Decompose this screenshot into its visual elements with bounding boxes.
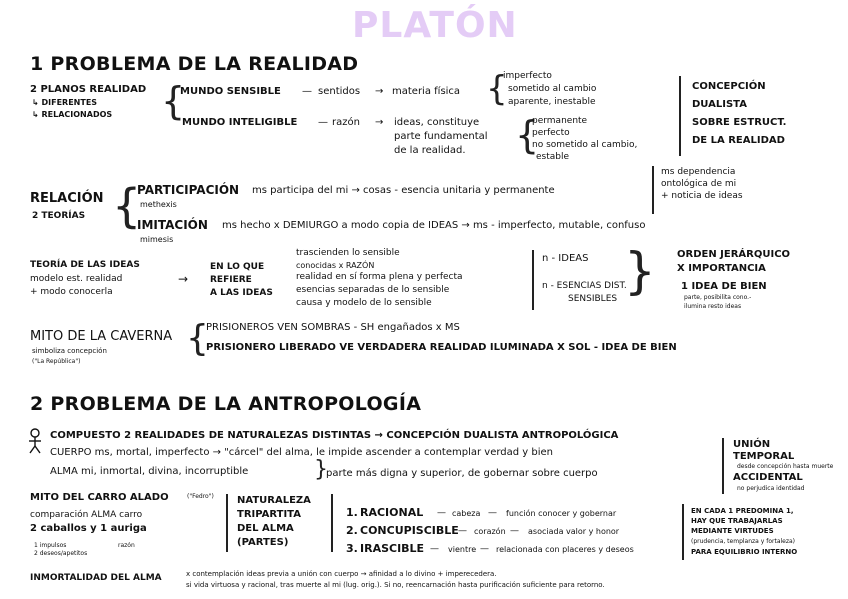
dependencia-1: ms dependencia: [661, 167, 736, 177]
dash-razon: —: [318, 117, 328, 128]
mundo-sensible: MUNDO SENSIBLE: [180, 86, 281, 97]
parte-1-organ: cabeza: [452, 509, 481, 518]
orden-2: X IMPORTANCIA: [677, 263, 766, 274]
union-sub: desde concepción hasta muerte: [737, 463, 834, 470]
prisioneros-1: PRISIONEROS VEN SOMBRAS - SH engañados x MS: [206, 322, 460, 333]
comparacion-2: 2 caballos y 1 auriga: [30, 523, 147, 534]
mito-carro: MITO DEL CARRO ALADO: [30, 492, 169, 503]
parte-1-dash: —: [437, 508, 446, 518]
parte-3-dash-2: —: [480, 544, 489, 554]
brace-mito: {: [186, 318, 209, 359]
trasc-1: trascienden lo sensible: [296, 248, 400, 258]
brace-inteligible: {: [515, 113, 540, 157]
concepcion-2: DUALISTA: [692, 99, 747, 110]
naturaleza-4: (PARTES): [237, 537, 289, 548]
sens-prop-2: sometido al cambio: [508, 84, 597, 94]
en-lo-que-3: A LAS IDEAS: [210, 288, 273, 298]
intel-prop-3: no sometido al cambio,: [532, 140, 638, 150]
orden-1: ORDEN JERÁRQUICO: [677, 249, 791, 260]
intel-prop-4: estable: [536, 152, 570, 162]
participacion-text: ms participa del mi → cosas - esencia unitaria y permanente: [252, 185, 555, 196]
comparacion-1: comparación ALMA carro: [30, 510, 143, 520]
trasc-2: conocidas x RAZÓN: [296, 261, 375, 270]
idea-bien-sub-2: ilumina resto ideas: [684, 303, 742, 310]
parte-2-name: CONCUPISCIBLE: [360, 524, 459, 537]
planos-label: 2 PLANOS REALIDAD: [30, 84, 147, 95]
page-title: PLATÓN: [352, 5, 518, 46]
naturaleza-1: NATURALEZA: [237, 495, 311, 506]
virtudes-2: HAY QUE TRABAJARLAS: [691, 517, 783, 525]
mito-caverna: MITO DE LA CAVERNA: [30, 329, 173, 344]
methexis: methexis: [140, 200, 177, 209]
parte-1-dash-2: —: [488, 508, 497, 518]
sens-prop-1: imperfecto: [503, 71, 552, 81]
parte-2-n: 2.: [346, 524, 358, 537]
arrow-icon: →: [178, 272, 189, 286]
mundo-inteligible: MUNDO INTELIGIBLE: [182, 117, 298, 128]
parte-2-dash: —: [458, 526, 467, 536]
union-1: UNIÓN: [733, 439, 771, 450]
ideas-2: parte fundamental: [394, 131, 488, 142]
parte-1-name: RACIONAL: [360, 506, 424, 519]
parte-2-dash-2: —: [510, 526, 519, 536]
divider-naturaleza: [226, 494, 228, 552]
divider-concepcion: [679, 76, 681, 156]
parte-1-n: 1.: [346, 506, 358, 519]
prisioneros-2: PRISIONERO LIBERADO VE VERDADERA REALIDAD ILUMINADA X SOL - IDEA DE BIEN: [206, 342, 677, 353]
virtudes-3: MEDIANTE VIRTUDES: [691, 527, 774, 535]
impulsos-2: 2 deseos/apetitos: [34, 550, 88, 557]
parte-3-func: relacionada con placeres y deseos: [496, 545, 634, 554]
mito-sub-2: ("La República"): [32, 358, 81, 365]
brace-planos: {: [161, 79, 186, 123]
alma-text: parte más digna y superior, de gobernar sobre cuerpo: [326, 468, 598, 479]
dependencia-2: ontológica de mi: [661, 179, 737, 189]
participacion: PARTICIPACIÓN: [137, 183, 240, 197]
brace-sensible: {: [486, 69, 508, 109]
section-2-heading: 2 PROBLEMA DE LA ANTROPOLOGÍA: [30, 393, 422, 415]
parte-3-organ: vientre: [448, 545, 477, 554]
dash-sentidos: —: [302, 86, 312, 97]
dos-teorias: 2 TEORÍAS: [32, 211, 86, 221]
inmortalidad-text-2: si vida virtuosa y racional, tras muerte al mi (lug. orig.). Si no, reencarnación hasta purificación suficiente para retorno.: [186, 581, 605, 589]
imitacion: IMITACIÓN: [137, 218, 208, 232]
section-1-heading: 1 PROBLEMA DE LA REALIDAD: [30, 53, 359, 75]
cuerpo: CUERPO ms, mortal, imperfecto → "cárcel" del alma, le impide ascender a contemplar verdad y bien: [50, 447, 553, 458]
naturaleza-2: TRIPARTITA: [237, 509, 301, 520]
concepcion-1: CONCEPCIÓN: [692, 81, 766, 92]
divider-n: [532, 250, 534, 310]
alma: ALMA mi, inmortal, divina, incorruptible: [50, 466, 249, 477]
virtudes-1: EN CADA 1 PREDOMINA 1,: [691, 507, 794, 515]
brace-n: }: [624, 242, 656, 300]
n-esencias-2: SENSIBLES: [568, 294, 618, 304]
teoria-3: + modo conocerla: [30, 287, 113, 297]
brace-relacion: {: [112, 179, 142, 233]
inmortalidad: INMORTALIDAD DEL ALMA: [30, 573, 162, 583]
divider-union: [722, 438, 724, 494]
accidental-sub: no perjudica identidad: [737, 485, 805, 492]
arrow-icon: →: [375, 86, 384, 97]
planos-diferentes: ↳ DIFERENTES: [32, 98, 98, 107]
sens-prop-3: aparente, inestable: [508, 97, 596, 107]
parte-2-func: asociada valor y honor: [528, 527, 620, 536]
razon-auriga: razón: [118, 542, 135, 549]
en-lo-que-2: REFIERE: [210, 275, 252, 285]
concepcion-4: DE LA REALIDAD: [692, 135, 785, 146]
parte-3-name: IRASCIBLE: [360, 542, 425, 555]
n-ideas: n - IDEAS: [542, 253, 589, 264]
parte-3-dash: —: [430, 544, 439, 554]
dependencia-3: + noticia de ideas: [661, 191, 743, 201]
teoria-2: modelo est. realidad: [30, 274, 123, 284]
teoria-1: TEORÍA DE LAS IDEAS: [30, 260, 140, 270]
mito-sub-1: simboliza concepción: [32, 347, 107, 355]
virtudes-5: PARA EQUILIBRIO INTERNO: [691, 548, 798, 556]
intel-prop-2: perfecto: [532, 128, 570, 138]
materia-fisica: materia física: [392, 86, 461, 97]
n-esencias-1: n - ESENCIAS DIST.: [542, 281, 627, 291]
intel-prop-1: permanente: [532, 116, 588, 126]
human-figure-icon: [28, 428, 42, 454]
trasc-4: esencias separadas de lo sensible: [296, 285, 450, 295]
ideas-3: de la realidad.: [394, 145, 466, 156]
union-2: TEMPORAL: [733, 451, 795, 462]
mimesis: mimesis: [140, 235, 174, 244]
razon: razón: [332, 117, 360, 128]
en-lo-que-1: EN LO QUE: [210, 262, 265, 272]
accidental: ACCIDENTAL: [733, 472, 803, 483]
idea-bien: 1 IDEA DE BIEN: [681, 281, 767, 292]
trasc-3: realidad en sí forma plena y perfecta: [296, 272, 463, 282]
impulsos-1: 1 impulsos: [34, 542, 67, 549]
ideas-1: ideas, constituye: [394, 117, 480, 128]
parte-1-func: función conocer y gobernar: [506, 509, 617, 518]
parte-2-organ: corazón: [474, 527, 506, 536]
divider-dependencia: [652, 166, 654, 214]
mito-carro-ref: ("Fedro"): [187, 493, 214, 500]
idea-bien-sub-1: parte, posibilita cono.-: [684, 294, 752, 301]
inmortalidad-text-1: x contemplación ideas previa a unión con cuerpo → afinidad a lo divino + imperecedera.: [186, 570, 497, 578]
trasc-5: causa y modelo de lo sensible: [296, 298, 432, 308]
compuesto: COMPUESTO 2 REALIDADES DE NATURALEZAS DISTINTAS → CONCEPCIÓN DUALISTA ANTROPOLÓGICA: [50, 430, 619, 441]
divider-virtudes: [682, 504, 684, 560]
arrow-icon: →: [375, 117, 384, 128]
naturaleza-3: DEL ALMA: [237, 523, 294, 534]
parte-3-n: 3.: [346, 542, 358, 555]
sentidos: sentidos: [318, 86, 361, 97]
concepcion-3: SOBRE ESTRUCT.: [692, 117, 787, 128]
divider-partes: [331, 494, 333, 552]
planos-relacionados: ↳ RELACIONADOS: [32, 110, 113, 119]
relacion-label: RELACIÓN: [30, 191, 104, 206]
virtudes-4: (prudencia, templanza y fortaleza): [691, 538, 796, 545]
brace-alma: }: [314, 457, 328, 482]
imitacion-text: ms hecho x DEMIURGO a modo copia de IDEAS → ms - imperfecto, mutable, confuso: [222, 220, 646, 231]
